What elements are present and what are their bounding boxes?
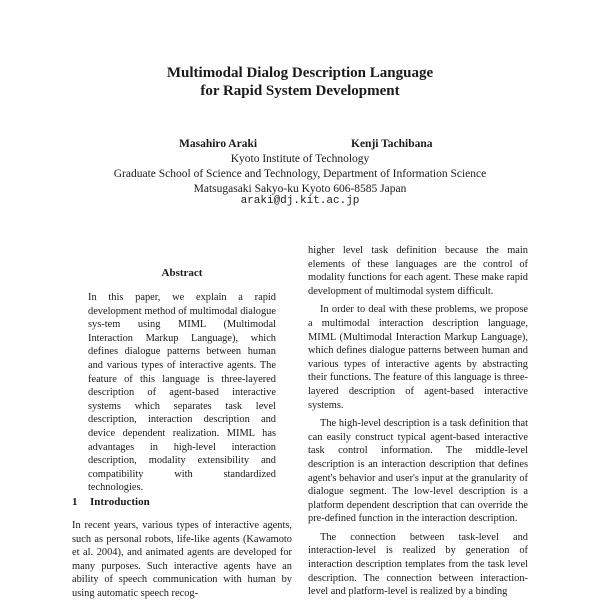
section-title: Introduction	[90, 496, 150, 508]
affiliation-department: Graduate School of Science and Technology, Department of Information Science	[113, 168, 487, 180]
abstract-heading: Abstract	[161, 267, 203, 279]
paper-title-line-2: for Rapid System Development	[200, 83, 400, 99]
author-2: Kenji Tachibana	[351, 138, 433, 150]
right-paragraph-3: The high-level description is a task definition that can easily construct typical agent-based interactive task control information. The middle-level description is an interaction description that defines agent's behavior and user's input at the granularity of dialogue segment. The low-level description is a platform dependent description that can override the pre-defined function in the interaction description.	[308, 418, 528, 525]
abstract-text: In this paper, we explain a rapid development method of multimodal dialogue sys-tem using MIML (Multimodal Interaction Markup Language), which defines dialogue patterns between human and various types of interactive agents. The feature of this language is three-layered description of agent-based interactive systems which separates task level description, interaction description and device dependent realization. MIML has advantages in high-level interaction description, modality extensibility and compatibility with standardized technologies.	[88, 292, 276, 494]
right-column-body	[308, 244, 528, 604]
author-email: araki@dj.kit.ac.jp	[240, 195, 360, 207]
section-heading-introduction	[72, 496, 150, 508]
introduction-paragraph: In recent years, various types of interactive agents, such as personal robots, life-like agents (Kawamoto et al. 2004), and animated agents are developed for many purposes. Such interactive agents have an ability of speech communication with human by using automatic speech recog-	[72, 520, 292, 599]
affiliation-institute: Kyoto Institute of Technology	[230, 153, 370, 165]
introduction-body	[72, 519, 292, 601]
right-paragraph-1: higher level task definition because the main elements of these languages are the control of modality functions for each agent. These make rapid development of multimodal system difficult.	[308, 245, 528, 297]
right-paragraph-2: In order to deal with these problems, we propose a multimodal interaction description language, MIML (Multimodal Interaction Markup Language), which defines dialogue patterns between human and various types of interactive agents by abstracting their functions. The feature of this language is three-layered description of agent-based interactive systems.	[308, 304, 528, 411]
section-number: 1	[72, 496, 78, 508]
right-paragraph-4: The connection between task-level and interaction-level is realized by generation of interaction description templates from the task level description. The connection between interaction-level and platform-level is realized by a binding	[308, 531, 528, 598]
affiliation-address: Matsugasaki Sakyo-ku Kyoto 606-8585 Japan	[193, 183, 407, 195]
paper-title-line-1: Multimodal Dialog Description Language	[166, 65, 434, 81]
abstract-body	[88, 291, 276, 495]
author-1: Masahiro Araki	[179, 138, 258, 150]
